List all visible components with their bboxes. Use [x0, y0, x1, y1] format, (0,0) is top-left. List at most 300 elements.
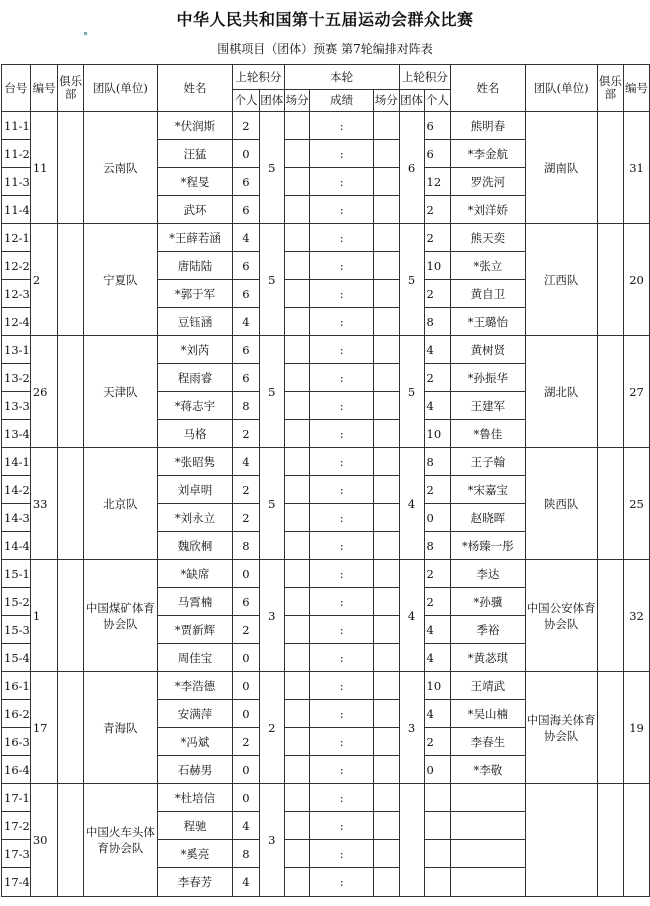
team-name: 青海队 — [83, 672, 157, 784]
match-points-cell — [284, 840, 310, 868]
board-cell: 14-2 — [2, 476, 31, 504]
match-points-cell-right — [373, 140, 399, 168]
match-points-cell — [284, 448, 310, 476]
team-name-right: 中国公安体育协会队 — [525, 560, 597, 672]
match-points-cell-right — [373, 280, 399, 308]
header-name-right: 姓名 — [451, 65, 525, 112]
board-cell: 13-3 — [2, 392, 31, 420]
match-points-cell — [284, 224, 310, 252]
document-subtitle: 围棋项目（团体）预赛 第7轮编排对阵表 — [217, 42, 433, 56]
player-points-right: 10 — [424, 672, 451, 700]
team-name-right: 湖北队 — [525, 336, 597, 448]
player-points: 2 — [233, 504, 260, 532]
header-prev-points: 上轮积分 — [233, 65, 285, 90]
player-points: 8 — [233, 532, 260, 560]
team-number: 11 — [30, 112, 58, 224]
player-points-right: 2 — [424, 476, 451, 504]
player-points-right — [424, 840, 451, 868]
match-points-cell-right — [373, 392, 399, 420]
player-name-right: *鲁佳 — [451, 420, 525, 448]
player-points: 2 — [233, 420, 260, 448]
player-points-right: 0 — [424, 756, 451, 784]
player-points: 6 — [233, 364, 260, 392]
header-team: 团队(单位) — [83, 65, 157, 112]
player-points: 6 — [233, 196, 260, 224]
result-cell: : — [310, 672, 373, 700]
table-row — [2, 224, 650, 252]
player-name-right: 熊明春 — [451, 112, 525, 140]
player-name: *王薛若涵 — [157, 224, 232, 252]
player-name: *张昭隽 — [157, 448, 232, 476]
match-points-cell — [284, 336, 310, 364]
match-points-cell — [284, 756, 310, 784]
player-points-right: 4 — [424, 336, 451, 364]
player-points-right — [424, 812, 451, 840]
table-row — [2, 112, 650, 140]
player-points: 4 — [233, 308, 260, 336]
board-cell: 17-4 — [2, 868, 31, 897]
player-name-right: 赵晓晖 — [451, 504, 525, 532]
team-name: 云南队 — [83, 112, 157, 224]
player-points: 6 — [233, 336, 260, 364]
player-name-right — [451, 784, 525, 812]
header-individual-right: 个人 — [424, 90, 451, 112]
document-title: 中华人民共和国第十五届运动会群众比赛 — [176, 10, 474, 29]
player-points: 0 — [233, 756, 260, 784]
team-number-right: 20 — [624, 224, 650, 336]
player-name: *蒋志宇 — [157, 392, 232, 420]
player-name-right — [451, 840, 525, 868]
player-name: *刘永立 — [157, 504, 232, 532]
board-cell: 17-1 — [2, 784, 31, 812]
player-points-right: 8 — [424, 308, 451, 336]
player-points: 2 — [233, 476, 260, 504]
player-name-right: *杨臻一彤 — [451, 532, 525, 560]
match-points-cell — [284, 420, 310, 448]
result-cell: : — [310, 280, 373, 308]
club-cell — [58, 560, 83, 672]
team-number-right: 32 — [624, 560, 650, 672]
result-cell: : — [310, 532, 373, 560]
player-name: *奚亮 — [157, 840, 232, 868]
match-points-cell — [284, 868, 310, 897]
match-points-cell-right — [373, 700, 399, 728]
header-name: 姓名 — [157, 65, 232, 112]
player-points-right — [424, 868, 451, 897]
match-points-cell-right — [373, 784, 399, 812]
player-points: 6 — [233, 252, 260, 280]
team-points-right — [399, 784, 424, 897]
player-name-right: *李敬 — [451, 756, 525, 784]
player-name-right — [451, 868, 525, 897]
player-name: 程驰 — [157, 812, 232, 840]
player-points: 4 — [233, 868, 260, 897]
player-points-right: 4 — [424, 644, 451, 672]
player-name: 唐陆陆 — [157, 252, 232, 280]
team-number: 1 — [30, 560, 58, 672]
board-cell: 12-1 — [2, 224, 31, 252]
player-name-right: 黄自卫 — [451, 280, 525, 308]
header-club: 俱乐部 — [58, 65, 83, 112]
result-cell: : — [310, 588, 373, 616]
player-points: 6 — [233, 280, 260, 308]
player-points: 2 — [233, 616, 260, 644]
club-cell — [58, 336, 83, 448]
match-points-cell-right — [373, 756, 399, 784]
team-number-right: 19 — [624, 672, 650, 784]
match-points-cell-right — [373, 560, 399, 588]
player-name-right — [451, 812, 525, 840]
result-cell: : — [310, 140, 373, 168]
match-points-cell-right — [373, 616, 399, 644]
player-name: *伏润斯 — [157, 112, 232, 140]
player-name-right: 王子翰 — [451, 448, 525, 476]
team-number: 26 — [30, 336, 58, 448]
club-cell-right — [597, 784, 623, 897]
club-cell — [58, 112, 83, 224]
player-name: *贾新辉 — [157, 616, 232, 644]
player-points: 4 — [233, 812, 260, 840]
player-points: 2 — [233, 112, 260, 140]
match-points-cell — [284, 168, 310, 196]
match-points-cell-right — [373, 364, 399, 392]
club-cell — [58, 448, 83, 560]
player-name-right: *宋嘉宝 — [451, 476, 525, 504]
match-points-cell — [284, 672, 310, 700]
decorative-dot — [84, 32, 87, 35]
table-row — [2, 672, 650, 700]
board-cell: 16-4 — [2, 756, 31, 784]
player-name-right: *王璐怡 — [451, 308, 525, 336]
player-name: 刘卓明 — [157, 476, 232, 504]
board-cell: 13-1 — [2, 336, 31, 364]
match-points-cell — [284, 616, 310, 644]
header-team-right: 团队(单位) — [525, 65, 597, 112]
player-points-right: 4 — [424, 392, 451, 420]
player-name: *杜培信 — [157, 784, 232, 812]
team-points: 2 — [259, 672, 284, 784]
table-row — [2, 448, 650, 476]
board-cell: 15-1 — [2, 560, 31, 588]
player-name: 武环 — [157, 196, 232, 224]
match-points-cell-right — [373, 812, 399, 840]
table-row — [2, 560, 650, 588]
player-name: *冯斌 — [157, 728, 232, 756]
board-cell: 15-4 — [2, 644, 31, 672]
match-points-cell-right — [373, 588, 399, 616]
player-points-right — [424, 784, 451, 812]
match-points-cell — [284, 700, 310, 728]
match-points-cell-right — [373, 868, 399, 897]
player-name: *缺席 — [157, 560, 232, 588]
match-points-cell-right — [373, 252, 399, 280]
player-name-right: 王靖武 — [451, 672, 525, 700]
player-points-right: 2 — [424, 364, 451, 392]
board-cell: 11-2 — [2, 140, 31, 168]
result-cell: : — [310, 756, 373, 784]
team-number: 33 — [30, 448, 58, 560]
board-cell: 12-4 — [2, 308, 31, 336]
pairing-table — [1, 64, 650, 897]
match-points-cell — [284, 252, 310, 280]
header-team-pts: 团体 — [259, 90, 284, 112]
player-points: 8 — [233, 840, 260, 868]
board-cell: 12-3 — [2, 280, 31, 308]
team-points: 3 — [259, 784, 284, 897]
player-name-right: 熊天奕 — [451, 224, 525, 252]
club-cell-right — [597, 112, 623, 224]
team-points-right: 6 — [399, 112, 424, 224]
match-points-cell — [284, 308, 310, 336]
match-points-cell — [284, 784, 310, 812]
player-name-right: 李春生 — [451, 728, 525, 756]
match-points-cell-right — [373, 504, 399, 532]
player-name: 周佳宝 — [157, 644, 232, 672]
header-board: 台号 — [2, 65, 31, 112]
match-points-cell-right — [373, 728, 399, 756]
team-name-right: 中国海关体育协会队 — [525, 672, 597, 784]
team-points: 5 — [259, 112, 284, 224]
player-points-right: 8 — [424, 448, 451, 476]
board-cell: 11-1 — [2, 112, 31, 140]
match-points-cell — [284, 504, 310, 532]
table-row — [2, 784, 650, 812]
team-name: 天津队 — [83, 336, 157, 448]
player-name: 马霄楠 — [157, 588, 232, 616]
board-cell: 11-4 — [2, 196, 31, 224]
board-cell: 16-1 — [2, 672, 31, 700]
player-points: 6 — [233, 588, 260, 616]
match-points-cell — [284, 644, 310, 672]
match-points-cell-right — [373, 112, 399, 140]
player-name-right: *黄苾琪 — [451, 644, 525, 672]
board-cell: 15-2 — [2, 588, 31, 616]
team-points-right: 4 — [399, 560, 424, 672]
board-cell: 16-2 — [2, 700, 31, 728]
player-name: 石赫男 — [157, 756, 232, 784]
team-number-right — [624, 784, 650, 897]
board-cell: 15-3 — [2, 616, 31, 644]
team-number: 17 — [30, 672, 58, 784]
player-points-right: 2 — [424, 224, 451, 252]
team-points-right: 5 — [399, 224, 424, 336]
team-name-right: 陕西队 — [525, 448, 597, 560]
board-cell: 11-3 — [2, 168, 31, 196]
header-club-right: 俱乐部 — [597, 65, 623, 112]
match-points-cell — [284, 812, 310, 840]
player-points: 4 — [233, 224, 260, 252]
player-name: 魏欣桐 — [157, 532, 232, 560]
club-cell-right — [597, 336, 623, 448]
player-points-right: 12 — [424, 168, 451, 196]
result-cell: : — [310, 728, 373, 756]
player-points-right: 8 — [424, 532, 451, 560]
player-name: *刘芮 — [157, 336, 232, 364]
player-name-right: *刘洋娇 — [451, 196, 525, 224]
team-number: 30 — [30, 784, 58, 897]
header-result: 成绩 — [310, 90, 373, 112]
team-points: 5 — [259, 336, 284, 448]
team-points-right: 3 — [399, 672, 424, 784]
match-points-cell-right — [373, 644, 399, 672]
player-name-right: 黄树贤 — [451, 336, 525, 364]
player-points: 8 — [233, 392, 260, 420]
team-number-right: 31 — [624, 112, 650, 224]
match-points-cell — [284, 476, 310, 504]
player-points: 0 — [233, 560, 260, 588]
team-number-right: 27 — [624, 336, 650, 448]
player-points: 4 — [233, 448, 260, 476]
pairing-table-body — [2, 112, 650, 897]
player-name: *李浩德 — [157, 672, 232, 700]
player-name-right: 罗洗河 — [451, 168, 525, 196]
team-name: 中国火车头体育协会队 — [83, 784, 157, 897]
player-points-right: 10 — [424, 420, 451, 448]
player-points-right: 10 — [424, 252, 451, 280]
header-number-right: 编号 — [624, 65, 650, 112]
team-points: 3 — [259, 560, 284, 672]
match-points-cell — [284, 588, 310, 616]
match-points-cell-right — [373, 532, 399, 560]
result-cell: : — [310, 644, 373, 672]
team-name-right: 江西队 — [525, 224, 597, 336]
result-cell: : — [310, 840, 373, 868]
match-points-cell-right — [373, 224, 399, 252]
board-cell: 17-3 — [2, 840, 31, 868]
player-points-right: 4 — [424, 700, 451, 728]
player-name: 豆钰涵 — [157, 308, 232, 336]
player-points: 0 — [233, 644, 260, 672]
team-name: 宁夏队 — [83, 224, 157, 336]
team-name-right: 湖南队 — [525, 112, 597, 224]
result-cell: : — [310, 112, 373, 140]
board-cell: 14-3 — [2, 504, 31, 532]
board-cell: 13-2 — [2, 364, 31, 392]
match-points-cell-right — [373, 196, 399, 224]
player-name: *郭于军 — [157, 280, 232, 308]
match-points-cell-right — [373, 448, 399, 476]
match-points-cell — [284, 140, 310, 168]
result-cell: : — [310, 476, 373, 504]
player-points-right: 4 — [424, 616, 451, 644]
match-points-cell-right — [373, 420, 399, 448]
result-cell: : — [310, 448, 373, 476]
result-cell: : — [310, 616, 373, 644]
player-name: 马格 — [157, 420, 232, 448]
player-name-right: *张立 — [451, 252, 525, 280]
match-points-cell — [284, 112, 310, 140]
board-cell: 14-1 — [2, 448, 31, 476]
result-cell: : — [310, 420, 373, 448]
match-points-cell — [284, 532, 310, 560]
result-cell: : — [310, 392, 373, 420]
player-name-right: *李金航 — [451, 140, 525, 168]
header-this-round: 本轮 — [284, 65, 399, 90]
player-points-right: 2 — [424, 280, 451, 308]
match-points-cell-right — [373, 476, 399, 504]
player-name: *程旻 — [157, 168, 232, 196]
team-points-right: 4 — [399, 448, 424, 560]
player-name-right: *孙振华 — [451, 364, 525, 392]
player-points: 6 — [233, 168, 260, 196]
table-row — [2, 336, 650, 364]
result-cell: : — [310, 364, 373, 392]
club-cell-right — [597, 448, 623, 560]
club-cell-right — [597, 672, 623, 784]
result-cell: : — [310, 252, 373, 280]
match-points-cell-right — [373, 840, 399, 868]
result-cell: : — [310, 308, 373, 336]
team-number-right: 25 — [624, 448, 650, 560]
board-cell: 17-2 — [2, 812, 31, 840]
match-points-cell-right — [373, 336, 399, 364]
player-points-right: 2 — [424, 588, 451, 616]
player-points-right: 6 — [424, 112, 451, 140]
match-points-cell-right — [373, 168, 399, 196]
team-points: 5 — [259, 448, 284, 560]
match-points-cell — [284, 280, 310, 308]
result-cell: : — [310, 224, 373, 252]
player-name: 李春芳 — [157, 868, 232, 897]
board-cell: 16-3 — [2, 728, 31, 756]
team-name-right — [525, 784, 597, 897]
player-points: 0 — [233, 140, 260, 168]
result-cell: : — [310, 336, 373, 364]
player-points: 0 — [233, 700, 260, 728]
result-cell: : — [310, 812, 373, 840]
team-points-right: 5 — [399, 336, 424, 448]
result-cell: : — [310, 700, 373, 728]
board-cell: 14-4 — [2, 532, 31, 560]
header-match-pts-right: 场分 — [373, 90, 399, 112]
player-name: 汪猛 — [157, 140, 232, 168]
match-points-cell — [284, 560, 310, 588]
player-points-right: 2 — [424, 196, 451, 224]
match-points-cell — [284, 196, 310, 224]
header-number: 编号 — [30, 65, 58, 112]
header-team-pts-right: 团体 — [399, 90, 424, 112]
player-points-right: 6 — [424, 140, 451, 168]
board-cell: 12-2 — [2, 252, 31, 280]
board-cell: 13-4 — [2, 420, 31, 448]
result-cell: : — [310, 868, 373, 897]
match-points-cell-right — [373, 672, 399, 700]
result-cell: : — [310, 168, 373, 196]
player-name: 安满萍 — [157, 700, 232, 728]
player-name-right: *孙骥 — [451, 588, 525, 616]
result-cell: : — [310, 784, 373, 812]
player-name-right: 王建军 — [451, 392, 525, 420]
player-points: 2 — [233, 728, 260, 756]
result-cell: : — [310, 560, 373, 588]
club-cell-right — [597, 560, 623, 672]
match-points-cell — [284, 364, 310, 392]
team-number: 2 — [30, 224, 58, 336]
player-points: 0 — [233, 672, 260, 700]
player-points: 0 — [233, 784, 260, 812]
club-cell-right — [597, 224, 623, 336]
player-points-right: 2 — [424, 728, 451, 756]
player-name-right: 李达 — [451, 560, 525, 588]
match-points-cell-right — [373, 308, 399, 336]
club-cell — [58, 784, 83, 897]
player-name-right: *吴山楠 — [451, 700, 525, 728]
team-name: 中国煤矿体育协会队 — [83, 560, 157, 672]
team-name: 北京队 — [83, 448, 157, 560]
match-points-cell — [284, 392, 310, 420]
club-cell — [58, 224, 83, 336]
player-points-right: 0 — [424, 504, 451, 532]
